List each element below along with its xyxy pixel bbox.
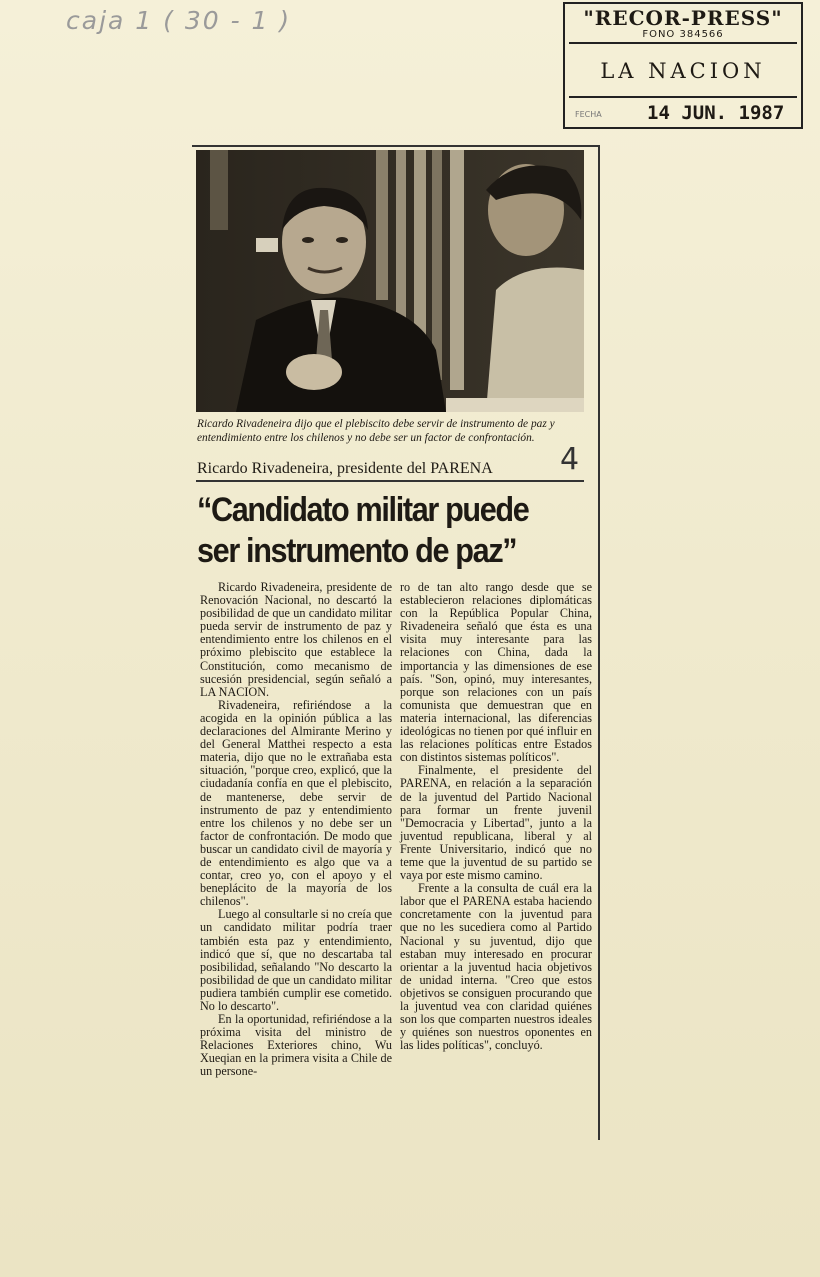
paragraph: Finalmente, el presidente del PARENA, en relación a la separación de la juventud del Partido Nacional para formar un frente juvenil "Democracia y Libertad", junto a la juventud republicana, liberal y al Frente Universitario, indicó que no teme que la juventud de su partido se vaya por este mismo camino.: [400, 763, 592, 883]
article-column-2: [400, 581, 592, 1052]
stamp-agency-name: "RECOR-PRESS": [583, 6, 783, 30]
paragraph: Frente a la consulta de cuál era la labor que el PARENA estaba haciendo concretamente con la juventud para que no les sucediera como al Partido Nacional y su juventud, dijo que estaban muy interesado en procurar orientar a la juventud hacia objetivos de unidad interna. "Creo que estos objetivos se consiguen procurando que la juventud vea con claridad quiénes son los que comparten nuestros ideales y quiénes son nuestros oponentes en las lides políticas", concluyó.: [400, 881, 592, 1053]
photo-two-men-icon: [196, 150, 584, 412]
press-agency-stamp: [563, 2, 803, 129]
paragraph: En la oportunidad, refiriéndose a la próxima visita del ministro de Relaciones Exteriores chino, Wu Xueqian en la primera visita a Chile de un persone-: [200, 1012, 392, 1079]
paragraph-continued: ro de tan alto rango desde que se establecieron relaciones diplomáticas con la República Popular China, Rivadeneira señaló que ésta es una visita muy interesante para las relaciones con China, dada la importancia y las dimensiones de ese país. "Son, opinó, muy interesantes, porque son relaciones con un país comunista que demuestran que en materia internacional, las diferencias ideológicas no tienen por qué influir en las relaciones políticas entre Estados con distintos sistemas políticos".: [400, 580, 592, 765]
stamp-newspaper-name: LA NACION: [600, 59, 766, 83]
article-column-1: [200, 581, 392, 1079]
article-kicker: Ricardo Rivadeneira, presidente del PARENA: [197, 460, 493, 477]
stamp-divider: [569, 96, 797, 98]
stamp-date: 14 JUN. 1987: [647, 102, 785, 124]
handwritten-archive-note: caja 1 ( 30 - 1 ): [66, 6, 292, 35]
article-headline: “Candidato militar puede ser instrumento de paz”: [197, 491, 529, 570]
stamp-phone: FONO 384566: [642, 29, 724, 40]
paragraph: Ricardo Rivadeneira, presidente de Renovación Nacional, no descartó la posibilidad de que un candidato militar pueda servir de instrumento de paz y entendimiento entre los chilenos en el próximo plebiscito que establece la Constitución, como mecanismo de sucesión presidencial, según señaló a LA NACION.: [200, 580, 392, 699]
article-photo: [196, 150, 584, 412]
paragraph: Luego al consultarle si no creía que un candidato militar podría traer también esta paz y entendimiento, indicó que sí, que no descartaba tal posibilidad, señalando "No descarto la posibilidad de que un candidato militar pudiera también cumplir ese cometido. No lo descarto".: [200, 907, 392, 1013]
photo-caption: Ricardo Rivadeneira dijo que el plebiscito debe servir de instrumento de paz y entendimiento entre los chilenos y no debe ser un factor de confrontación.: [197, 418, 555, 444]
kicker-divider: [196, 480, 584, 482]
handwritten-initials: 4: [560, 442, 580, 477]
paragraph: Rivadeneira, refiriéndose a la acogida en la opinión pública a las declaraciones del Almirante Merino y del General Matthei respecto a esta materia, dijo que no le extrañaba esta situación, "porque creo, explicó, que la ciudadanía confía en que el plebiscito, de mantenerse, debe servir de instrumento de paz y entendimiento entre los chilenos y no debe ser un factor de confrontación. De modo que buscar un candidato civil de mayoría y de entendimiento es algo que va a contar, creo yo, con el apoyo y el beneplácito de la mayoría de los chilenos".: [200, 697, 392, 909]
stamp-divider: [569, 42, 797, 44]
stamp-date-label: FECHA: [575, 110, 602, 119]
